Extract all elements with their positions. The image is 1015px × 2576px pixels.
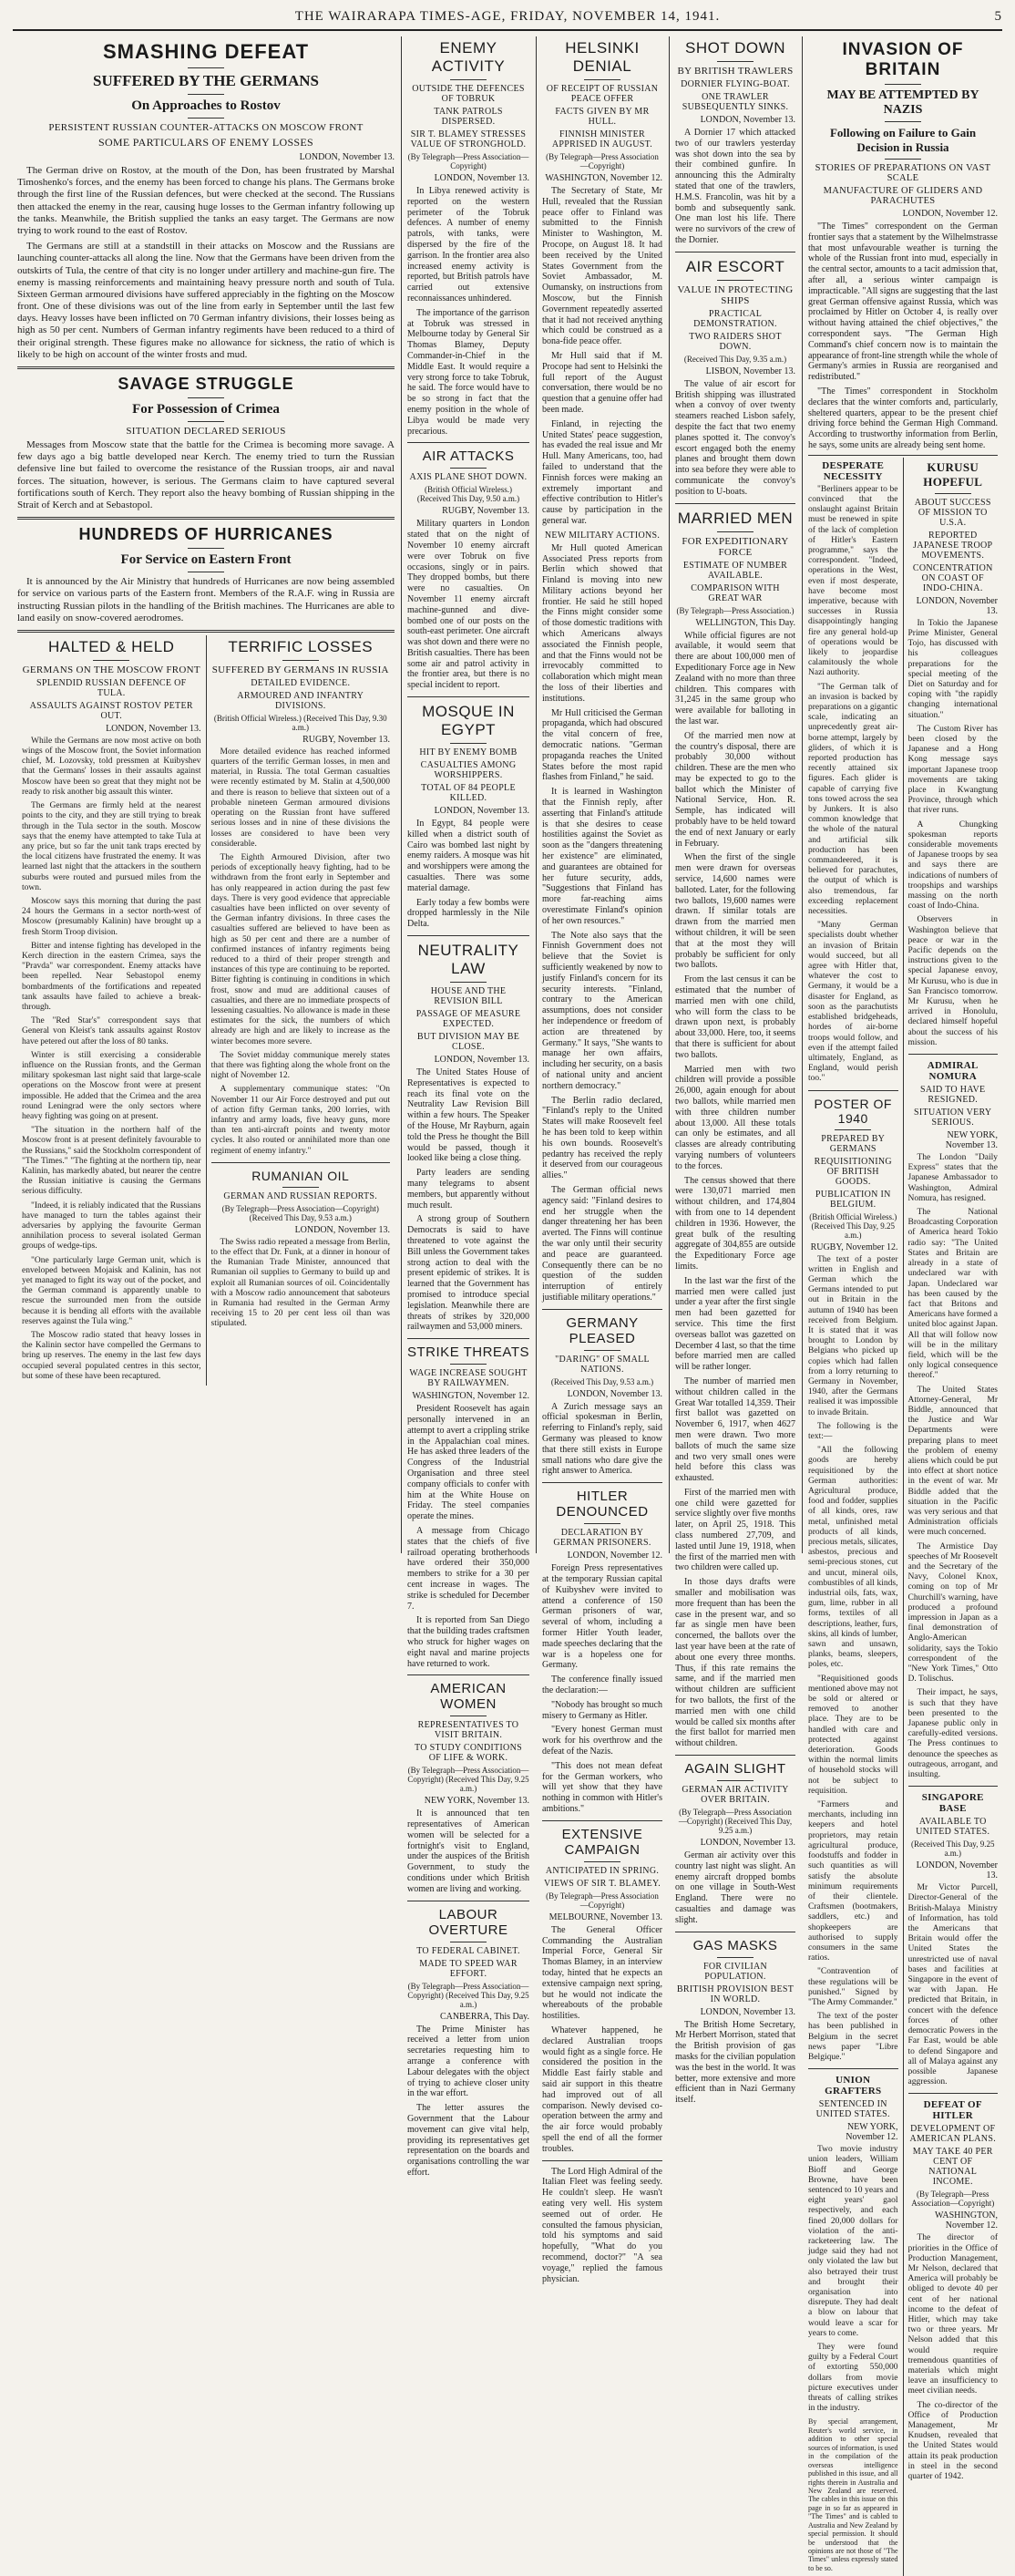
headline-labour-overture: LABOUR OVERTURE (428, 1906, 508, 1938)
paragraph: Mr Hull quoted American Associated Press reports from Berlin which showed that Finland is moving into new Military actions beyond her frontier. He said he still hoped the Finns might consider some of those domestic traditions with which Americans always associated the Finnish people, and that the Finns would not be irrevocably committed to collaboration which might mean the loss of their liberties and institutions. (542, 542, 662, 704)
paragraph: Their impact, he says, is such that they have been presented to the Japanese public only in carefully-edited versions. The Press continues to denounce the speeches as outrageous, arrogant, and insulting. (907, 1688, 998, 1780)
headline-union-grafters: UNION GRAFTERS (825, 2075, 882, 2097)
subhead: HIT BY ENEMY BOMB (419, 747, 518, 758)
subhead: HOUSE AND THE REVISION BILL (430, 986, 507, 1007)
source-line: (Received This Day, 9.35 a.m.) (683, 354, 787, 364)
column-1 (13, 36, 399, 1553)
paragraph: It is reported from San Diego that the building trades craftsmen who struck for higher wages on eight naval and marine projects have returned to work. (407, 1615, 529, 1669)
paragraph: The number of married men without children called in the Great War totalled 14,359. Their first ballot was gazetted on November 6, 1917, when 4627 men were drawn. Two more ballots of much the same size and two very small ones were held before this class was exhausted. (675, 1376, 795, 1484)
subhead: For Service on Eastern Front (120, 552, 292, 568)
headline-american-women: AMERICAN WOMEN (430, 1681, 507, 1713)
subhead: PUBLICATION IN BELGIUM. (815, 1189, 891, 1210)
source-line: (British Official Wireless.) (Received This Day, 9.25 a.m.) (809, 1211, 897, 1240)
article-desperate-necessity (804, 458, 903, 2576)
footnote: By special arrangement, Reuter's world service, in addition to other special sources of information, is used in the compilation of the overseas intelligence published in this issue, and all rights therein in Australia and New Zealand are reserved. The cables in this issue on this page in so far as appeared in "The Times" and is cabled to Australia and New Zealand by special permission. It should be understood that the opinions are not those of "The Times" unless expressly stated to be so. (808, 2417, 898, 2572)
subhead: TOTAL OF 84 PEOPLE KILLED. (421, 783, 516, 804)
headline-savage-struggle: SAVAGE STRUGGLE (118, 375, 294, 393)
paragraph: In those days drafts were smaller and mobilisation was more frequent than has been the case in the present war, and so far as single men have been concerned, the ballots over the last year have been at the rate of about one every three months. Thus, if this rate remains the same, and if the married men without children are sufficient for two ballots, the first of the married men with one child would be called six months after the first ballot for married men without children. (675, 1577, 795, 1749)
paragraph: "Many German specialists doubt whether an invasion of Britain would succeed, but all agree with Hitler that, whatever the cost to Germany, it would be a disaster for England, as soon as the parachutists established bridgeheads, hordes of air-borne troops would follow, and even if the attempt failed ultimately, England, as England, would perish too." (808, 921, 898, 1084)
subhead: SUFFERED BY GERMANS IN RUSSIA (211, 664, 389, 675)
source-line: (Received This Day, 9.53 a.m.) (550, 1376, 654, 1386)
paragraph: "The Times" correspondent in Stockholm declares that the winter comforts and, particularly, sheltered quarters, appear to be the present chief driving force behind the German High Command. According to trustworthy information from Berlin, he says, some units are already being sent home. (808, 386, 998, 450)
subhead: SIR T. BLAMEY STRESSES VALUE OF STRONGHOLD. (410, 129, 527, 149)
paragraph: The "Red Star's" correspondent says that General von Kleist's tank assaults against Rostov have petered out after the loss of 80 tanks. (22, 1016, 201, 1046)
subhead: PASSAGE OF MEASURE EXPECTED. (415, 1009, 521, 1030)
headline-extensive-campaign: EXTENSIVE CAMPAIGN (561, 1826, 643, 1858)
dateline: LONDON, November 13. (106, 723, 201, 734)
paragraph: The General Officer Commanding the Australian Imperial Force, General Sir Thomas Blamey, in an interview today, hinted that he expects an extensive campaign next spring, but he would not indicate the whereabouts of the probable hostilities. (542, 1924, 662, 2022)
paragraph: Party leaders are sending many telegrams to absent members, but apparently without much result. (407, 1168, 529, 1211)
headline-admiral-nomura: ADMIRAL NOMURA (927, 1060, 979, 1083)
subhead: PERSISTENT RUSSIAN COUNTER-ATTACKS ON MOSCOW FRONT (48, 122, 364, 133)
dateline: RUGBY, November 12. (810, 1242, 898, 1252)
dateline: LISBON, November 13. (705, 366, 795, 376)
headline-strike-threats: STRIKE THREATS (407, 1345, 529, 1361)
source-line: (By Telegraph—Press Association—Copyright) (407, 152, 529, 170)
paragraph: The Germans are firmly held at the nearest points to the city, and they are still trying to break through in the Tula sector in the south. Moscow says that the enemy have attempted to take Tula at any price, but so far the unit tank traps erected by the local citizens have frustrated the enemy. It was learned last night that the attackers in the southern suburbs were routed and pursued miles from the town. (22, 801, 201, 892)
paragraph: First of the married men with one child were gazetted for service slightly over five months later, on April 25, 1918. This class numbered 27,709, and lasted until June 19, 1918, when the first of the married men with two children were called up. (675, 1487, 795, 1573)
column-4 (671, 36, 800, 2106)
paragraph: The Soviet midday communique merely states that there was fighting along the whole front on the night of November 12. (210, 1050, 390, 1081)
headline-rumanian-oil: RUMANIAN OIL (251, 1168, 350, 1183)
source-line: (British Official Wireless.) (Received This Day, 9.50 a.m.) (416, 485, 520, 504)
paragraph: The United States Attorney-General, Mr Biddle, announced that the Justice and War Departments were preparing plans to meet the problem of enemy aliens which could be put into effect at short notice in the event of war. Mr Biddle added that the situation in the Pacific was very serious and that Administration officials were much concerned. (907, 1385, 998, 1538)
subhead: TO FEDERAL CABINET. (416, 1945, 520, 1956)
subhead: ESTIMATE OF NUMBER AVAILABLE. (682, 560, 788, 581)
paragraph: The Armistice Day speeches of Mr Roosevelt and the Secretary of the Navy, Colonel Knox, coming on top of Mr Churchill's warning, have produced a profound impression in Japan as a final demonstration of Anglo-American solidarity, says the Tokio correspondent of the "New York Times," Otto D. Tolischus. (907, 1541, 998, 1685)
subhead: SITUATION VERY SERIOUS. (914, 1108, 992, 1128)
subhead: PRACTICAL DEMONSTRATION. (693, 308, 777, 329)
paragraph: "Farmers and merchants, including inn keepers and hotel proprietors, may retain agricultural produce, foodstuffs and fodder in such quantities as will satisfy the absolute minimum requirements of their clientele. Craftsmen (bootmakers, saddlers, etc.) and shopkeepers are authorised to supply consumers in the same ratios. (808, 1800, 898, 1963)
headline-germany-pleased: GERMANY PLEASED (566, 1314, 639, 1346)
subhead: REPORTED JAPANESE TROOP MOVEMENTS. (913, 530, 993, 561)
subhead: MAY BE ATTEMPTED BY NAZIS (826, 88, 979, 117)
paragraph: "This does not mean defeat for the German workers, who will yet show that they have nothing in common with Hitler's ambitions." (542, 1760, 662, 1814)
subhead: DEVELOPMENT OF AMERICAN PLANS. (909, 2124, 996, 2145)
subhead: COMPARISON WITH GREAT WAR (691, 582, 780, 603)
paragraph: Mr Victor Purcell, Director-General of the British-Malaya Ministry of Information, has told the Americans that Britain would offer the United States the unrestricted use of naval bases and facilities at Singapore in the event of war with Japan. He predicted that Britain, in concert with the defence forces of other democratic Powers in the Far East, would be able to defend Singapore and all of Malaya against any possible Japanese aggression. (907, 1883, 998, 2087)
paragraph: A supplementary communique states: "On November 11 our Air Force destroyed and put out of action fifty German tanks, 200 lorries, with infantry and army loads, five heavy guns, more than ten anti-aircraft points and twenty motor cycles. It also routed or annihilated more than one regiment of enemy infantry." (210, 1085, 390, 1156)
subhead: DORNIER FLYING-BOAT. (681, 79, 790, 89)
source-line: (Received This Day, 9.25 a.m.) (911, 1839, 995, 1859)
headline-mosque-egypt: MOSQUE IN EGYPT (422, 703, 515, 739)
subhead: TWO RAIDERS SHOT DOWN. (689, 331, 782, 352)
dateline: LONDON, November 13. (916, 1860, 998, 1881)
paragraph: "Nobody has brought so much misery to Germany as Hitler. (542, 1699, 662, 1721)
subhead: GERMAN AND RUSSIAN REPORTS. (223, 1190, 378, 1201)
subhead: REQUISITIONING OF BRITISH GOODS. (814, 1156, 892, 1187)
subhead: AVAILABLE TO UNITED STATES. (916, 1817, 990, 1838)
paragraph: Of the married men now at the country's disposal, there are probably 30,000 without children. These are the men who may be expected to go to the ballot which the Minister of National Service, Hon. R. Semple, has indicated will probably have to be held toward the end of next January or early in February. (675, 730, 795, 849)
paragraph: The text of a poster written in English and German which the Germans intended to put out in Britain in the autumn of 1940 has been received from Belgium. It is stated that it was brought to London by Belgians who picked up copies which had fallen from a lorry returning to Germany in November, 1940, after the Germans realised it was impossible to invade Britain. (808, 1254, 898, 1417)
subhead: ONE TRAWLER SUBSEQUENTLY SINKS. (682, 92, 789, 112)
paragraph: Messages from Moscow state that the battle for the Crimea is becoming more savage. A few days ago a big battle developed near Kerch. The enemy tried to turn the Russian defensive line but failed to overcome the resistance of the Russian troops, air and naval forces. The situation, however, is serious. The Germans claim to have captured several fortifications south of Kerch. They report also the heavy bombing of Russian shipping in the Strait of Kerch and at Sebastopol. (17, 439, 395, 510)
paragraph: The Germans are still at a standstill in their attacks on Moscow and the Russians are launching counter-attacks all along the line. Now that the Germans have been driven from the outskirts of Tula, the centre of that city is no longer under artillery and machine-gun fire. The enemy is massing reinforcements and maintaining heavy pressure north and south of Tula. Sixteen German armoured divisions have suffered appreciably in the fighting on the Moscow front. One of these divisions was out of the line from early in September until the last few days. Heavy losses have been inflicted on 70 German infantry divisions, their losses being as high as 50 per cent. Numbers of German infantry regiments have been reduced to a third of their original strength. These figures make no allowance for sickness, the ratio of which is likely to be high on account of the winter frosts and mud. (17, 241, 395, 360)
subhead: AXIS PLANE SHOT DOWN. (409, 472, 528, 483)
subhead: SPLENDID RUSSIAN DEFENCE OF TULA. (36, 677, 187, 698)
subhead: CONCENTRATION ON COAST OF INDO-CHINA. (912, 562, 993, 593)
article-halted-held (17, 635, 206, 1386)
subhead: FOR EXPEDITIONARY FORCE (682, 535, 789, 558)
dateline: LONDON, November 13. (700, 1838, 795, 1849)
paragraph: The following is the text:— (808, 1421, 898, 1441)
headline-hitler-denounced: HITLER DENOUNCED (556, 1489, 649, 1520)
subhead: ANTICIPATED IN SPRING. (545, 1865, 660, 1876)
paragraph: When the first of the single men were drawn for overseas service, 14,600 names were balloted. Later, for the following two ballots, 19,600 names were drawn. If similar totals are drawn from the married men without children, it will be seen that at the most they will probably be sufficient for only two ballots. (675, 852, 795, 971)
subhead: FOR CIVILIAN POPULATION. (703, 1961, 767, 1982)
headline-air-attacks: AIR ATTACKS (422, 448, 515, 465)
paragraph: "Requisitioned goods mentioned above may not be sold or altered or removed to another place. They are to be handled with care and protected against deterioration. Goods within the normal limits of household stocks will not be subject to requisition. (808, 1674, 898, 1796)
paragraph: "The German talk of an invasion is backed by preparations on a gigantic scale, indicating an unprecedently great air-borne attempt, largely by gliders, of which it is reported production has recently attained six figures. Each glider is capable of carrying five tons towed across the sea by Junkers. It is also common knowledge that the whole of the natural and artificial silk production has been commandeered, it is believed for parachutes, the output of which is also tremendous, far exceeding replacement necessities. (808, 682, 898, 917)
paragraph: Early today a few bombs were dropped harmlessly in the Nile Delta. (407, 897, 529, 930)
subhead: NEW MILITARY ACTIONS. (544, 530, 661, 541)
dateline: LONDON, November 13. (299, 152, 395, 162)
dateline: NEW YORK, November 13. (424, 1796, 529, 1807)
dateline: RUGBY, November 13. (442, 506, 529, 517)
headline-halted-held: HALTED & HELD (48, 637, 175, 655)
paragraph: "Indeed, it is reliably indicated that the Russians have managed to turn the tables against their adversaries by applying the favourite German annihilation process to several isolated German groups of wedge-tips. (22, 1200, 201, 1252)
dateline: LONDON, November 13. (700, 2006, 795, 2017)
headline-gas-masks: GAS MASKS (692, 1937, 778, 1953)
headline-kurusu-hopeful: KURUSU HOPEFUL (923, 459, 983, 489)
paragraph: Finland, in rejecting the United States' peace suggestion, has evaded the real issue and Mr Hull. Many Americans, too, had failed to understand that the Finnish forces were making an extremely important and effective contribution to Hitler's cause by participation in the general war. (542, 418, 662, 526)
paragraph: "The situation in the northern half of the Moscow front is at present definitely favourable to the Russians," said the Stockholm correspondent of "The Times." "The fighting at the northern tip, near Kalinin, has markedly abated, but nearer the centre the Russian initiative is causing the Germans serious difficulty. (22, 1126, 201, 1197)
dateline: WELLINGTON, This Day. (695, 617, 795, 628)
paragraph: The Secretary of State, Mr Hull, revealed that the Russian peace offer to Finland was submitted to the Finnish Minister to Washington, M. Procope, on August 18. It had been received by the United States Government from the Soviet Ambassador, M. Oumansky, on instructions from Moscow, but the Finnish Government repeatedly asserted that it had not received anything which could be construed as a bona-fide peace offer. (542, 186, 662, 347)
paragraph: The value of air escort for British shipping was illustrated when a convoy of over twenty steamers reached Lisbon safely, despite the fact that two enemy planes spotted it. The convoy's escort engaged both the enemy planes and brought them down into sea before they were able to communicate the convoy's position to U-boats. (675, 378, 795, 497)
paragraph: A strong group of Southern Democrats is said to have threatened to vote against the Bill unless the Government takes strong action to deal with the present epidemic of strikes. It is learned that the Government has promised to introduce special legislation. Meanwhile there are threats of strikes by 320,000 railwaymen and 53,000 miners. (407, 1214, 529, 1333)
source-line: (By Telegraph—Press Association—Copyright) (546, 1891, 659, 1910)
paragraph: Observers in Washington believe that peace or war in the Pacific depends on the instructions given to the special Japanese envoy, Mr Kurusu, who is due in San Francisco tomorrow. Mr Kurusu, when he arrived in Honolulu, declared himself hopeful about the success of his mission. (907, 915, 998, 1047)
paragraph: While the Germans are now most active on both wings of the Moscow front, the Soviet information chief, M. Lozovsky, told pressmen at Kuibyshev that the Germans' losses in their assaults against Moscow have been so great that they might not be ready to risk another big assault this winter. (22, 736, 201, 797)
subhead: DETAILED EVIDENCE. (251, 677, 351, 688)
column-2 (403, 36, 534, 2179)
paragraph: The United States House of Representatives is expected to reach its final vote on the Neutrality Law Revision Bill within a few hours. The Speaker of the House, Mr Rayburn, again told the Press he thought the Bill would be passed, though it looked like being a close thing. (407, 1067, 529, 1164)
paragraph: "The Times" correspondent on the German frontier says that a statement by the Wilhelmstrasse that most unfavourable weather is turning the whole of the Russian front into mud, especially in the central sector, amounts to a tacit admission that, after all, a serious winter campaign is impracticable. "All signs are suggesting that the last great German offensive against Russia, which was proclaimed by Hitler on October 4, is really over without having attained the chief objectives," the correspondent says. "The German High Command's chief concern now is to maintain the appearance of front-line strength while the whole of Germany's armies in Russia are reorganised and redistributed." (808, 222, 998, 383)
dateline: LONDON, November 13. (700, 115, 795, 125)
article-terrific-losses (206, 635, 395, 1386)
dateline: LONDON, November 13. (434, 173, 529, 183)
subhead: VALUE IN PROTECTING SHIPS (677, 283, 794, 306)
headline-air-escort: AIR ESCORT (685, 257, 785, 275)
dateline: NEW YORK, November 12. (846, 2122, 898, 2143)
paragraph: The National Broadcasting Corporation of America heard Tokio radio say: "The United States and Britain are already in a state of undeclared war with Japan. Undeclared war has been caused by the fact that Britons and Americans have formed a united bloc against Japan. All that will follow now will be in the military field, which will be the only logical consequence thereof." (907, 1208, 998, 1381)
paragraph: Mr Hull said that if M. Procope had sent to Helsinki the full report of the August conversation, there would be no question that a genuine offer had been made. (542, 350, 662, 415)
headline-again-slight: AGAIN SLIGHT (684, 1761, 786, 1777)
masthead-title: THE WAIRARAPA TIMES-AGE, FRIDAY, NOVEMBER 14, 1941. (294, 9, 721, 24)
dateline: LONDON, November 13. (434, 806, 529, 817)
subhead: REPRESENTATIVES TO VISIT BRITAIN. (417, 1720, 519, 1741)
paragraph: They were found guilty by a Federal Court of extorting 550,000 dollars from movie picture executives under threats of calling strikes in the industry. (808, 2343, 898, 2414)
dateline: LONDON, November 13. (294, 1224, 390, 1235)
paragraph: From the last census it can be estimated that the number of married men with one child, who will form the class to be drawn upon next, is probably about 33,000. Here, too, it seems that there is sufficient for about two ballots. (675, 974, 795, 1060)
paragraph: The Custom River has been closed by the Japanese and a Hong Kong message says important Japanese troop movements are taking place in Kwangtung Province, through which that river runs. (907, 724, 998, 816)
headline-enemy-activity: ENEMY ACTIVITY (431, 39, 506, 75)
subhead: Following on Failure to Gain Decision in Russia (829, 126, 977, 154)
source-line: (By Telegraph—Press Association—Copyright) (Received This Day, 9.25 a.m.) (407, 1981, 529, 2009)
paragraph: In the last war the first of the married men were called just under a year after the first single men had been gazetted for service. This time the first overseas ballot was gazetted on December 4 last, so that the time before married men are called will be rather longer. (675, 1275, 795, 1373)
subhead: SOME PARTICULARS OF ENEMY LOSSES (97, 136, 314, 149)
paragraph: "Berliners appear to be convinced that the onslaught against Britain must be renewed in spite of the lack of completion of Hitler's Eastern programme," says the correspondent. "Indeed, operations in the West, even if most desperate, have become most imperative, because with successes in Russia disappointingly hanging fire any general hold-up of operations would be likely to jeopardise calamitously the whole Nazi authority. (808, 484, 898, 678)
headline-poster-1940: POSTER OF 1940 (814, 1096, 892, 1126)
subhead: BY BRITISH TRAWLERS (677, 66, 794, 77)
page-number: 5 (994, 9, 1002, 24)
dateline: WASHINGTON, November 12. (545, 173, 662, 183)
paragraph: It is learned in Washington that the Finnish reply, after asserting that Finland's attitude is that she desires to cease hostilities against the Soviet as soon as the "dangers threatening her existence" are eliminated, and guarantees are obtained for her future security, adds, "Suggestions that Finland has more far-reaching aims overestimate Finland's opinion of her own resources." (542, 787, 662, 926)
headline-neutrality-law: NEUTRALITY LAW (417, 942, 519, 978)
subhead: TANK PATROLS DISPERSED. (434, 107, 503, 127)
paragraph: Foreign Press representatives at the temporary Russian capital of Kuibyshev were invited to attend a conference of 150 German prisoners of war, several of whom, including a former Hitler Youth leader, made speeches declaring that the war is a hopeless one for Germany. (542, 1563, 662, 1671)
subhead: FACTS GIVEN BY MR HULL. (555, 107, 650, 127)
subhead: MANUFACTURE OF GLIDERS AND PARACHUTES (823, 186, 983, 206)
headline-singapore-base: SINGAPORE BASE (921, 1792, 984, 1815)
dateline: WASHINGTON, November 12. (412, 1391, 529, 1402)
paragraph: The Berlin radio declared, "Finland's reply to the United States will make Roosevelt feel he has been told to keep within his own bounds. Roosevelt's pedantry has received the reply it deserved from our courageous allies." (542, 1095, 662, 1181)
paragraph: A message from Chicago states that the chiefs of five railroad operating brotherhoods have ordered their 350,000 members to strike for a 30 per cent increase in wages. The strike is scheduled for December 7. (407, 1525, 529, 1612)
subhead: SITUATION DECLARED SERIOUS (126, 426, 286, 437)
headline-smashing-defeat: SMASHING DEFEAT (102, 40, 310, 63)
paragraph: Married men with two children will provide a possible 26,000, again enough for about two ballots, while married men with three children number about 13,000. All these totals can only be estimates, and all classes are already contributing varying numbers of volunteers to the forces. (675, 1064, 795, 1171)
subhead: "DARING" OF SMALL NATIONS. (555, 1354, 650, 1375)
subhead: OF RECEIPT OF RUSSIAN PEACE OFFER (546, 84, 659, 104)
subhead: GERMANS ON THE MOSCOW FRONT (22, 664, 200, 675)
paragraph: The Eighth Armoured Division, after two periods of exceptionally heavy fighting, had to be withdrawn from the front early in September and has only reappeared in action during the past few days. There is very good evidence that appreciable casualties have been inflicted on over seventy of the German infantry divisions. In three cases the casualties suffered are believed to have been as high as 50 per cent and there are a number of confirmed instances of infantry regiments being reduced to a third of their proper strength and instances of this type are continuing to be reported. Bitter fighting is continuing in conditions in which frost, snow and mud are additional causes of casualties, and there are no immediate prospects of lessening casualties. No allowance is made in these estimates for the sick, the numbers of which already are high and are likely to increase as the winter becomes more severe. (210, 852, 390, 1046)
dateline: MELBOURNE, November 13. (549, 1911, 662, 1922)
paragraph: The co-director of the Office of Production Management, Mr Knudsen, revealed that the United States would attain its peak production in steel in the second quarter of 1942. (907, 2400, 998, 2481)
subhead: STORIES OF PREPARATIONS ON VAST SCALE (815, 163, 991, 183)
paragraph: The census showed that there were 130,071 married men without children, and 174,804 with from one to 14 dependent children in 1936. However, the great bulk of the resulting aggregate of 304,855 are outside the Expeditionary Force age limits. (675, 1175, 795, 1272)
dateline: RUGBY, November 13. (302, 734, 390, 745)
headline-hurricanes: HUNDREDS OF HURRICANES (78, 525, 333, 544)
paragraph: Bitter and intense fighting has developed in the Kerch direction in the eastern Crimea, says the "Pravda" war correspondent. Enemy attacks have been repelled. Near Sebastopol enemy bombardments of the fortifications and repeated tank assaults have failed to achieve a break-through. (22, 941, 201, 1012)
article-kurusu-hopeful (903, 458, 1003, 2576)
masthead (13, 0, 1002, 31)
subhead: BUT DIVISION MAY BE CLOSE. (416, 1032, 520, 1053)
headline-defeat-hitler: DEFEAT OF HITLER (923, 2099, 982, 2122)
paragraph: The British Home Secretary, Mr Herbert Morrison, stated that the British provision of gas masks for the civilian population was the best in the world. It was better, more extensive and more efficient than in Nazi Germany itself. (675, 2019, 795, 2106)
paragraph: It is announced that ten representatives of American women will be selected for a fortnight's visit to England, under the auspices of the British Government, to study the conditions under which British women are living and working. (407, 1808, 529, 1894)
dateline: LONDON, November 12. (902, 209, 998, 219)
headline-invasion-britain: INVASION OF BRITAIN (842, 40, 964, 79)
paragraph: The Lord High Admiral of the Italian Fleet was feeling seedy. He couldn't sleep. He wasn't eating very well. His system seemed out of order. He consulted the famous physician, told his symptoms and said hopefully, "What do you recommend, doctor?" "A sea voyage," replied the famous physician. (542, 2166, 662, 2284)
column-3 (538, 36, 667, 2284)
subhead: ARMOURED AND INFANTRY DIVISIONS. (237, 690, 364, 711)
paragraph: The German official news agency said: "Finland desires to end her struggle when the danger threatening her has been averted. The Finns will continue the war only until their security and peace are guaranteed. Consequently there can be no question of the sudden interruption of entirely justifiable military operations." (542, 1184, 662, 1303)
paragraph: While official figures are not available, it would seem that there are about 100,000 men of Expeditionary Force age in New Zealand with no more than three children. This compares with 31,245 in the same group who were available for balloting in the last war. (675, 630, 795, 726)
paragraph: The Swiss radio repeated a message from Berlin, to the effect that Dr. Funk, at a dinner in honour of the Rumanian Trade Minister, announced that Rumanian oil supplies to Germany to build up and exploit all Rumanian sources of oil. Coincidentally with a Moscow radio announcement that saboteurs in Rumania had resulted in the German Army receiving 15 to 20 per cent less oil than was stipulated. (210, 1237, 390, 1329)
subhead: MADE TO SPEED WAR EFFORT. (419, 1958, 518, 1979)
paragraph: In Libya renewed activity is reported on the western perimeter of the Tobruk defences. A number of enemy patrols, with tanks, were dispersed by the fire of the garrison. In the frontier area also increased enemy activity is reported, but British patrols have carried out extensive reconnaissances unhindered. (407, 186, 529, 304)
dateline: LONDON, November 13. (567, 1388, 662, 1399)
dateline: WASHINGTON, November 12. (935, 2210, 998, 2231)
paragraph: The director of priorities in the Office of Production Management, Mr Nelson, declared that America will probably be obliged to devote 40 per cent of her national income to the defeat of Hitler, which may take two or three years. Mr Nelson added that this would require tremendous quantities of materials which might leave an insufficiency to meet civilian needs. (907, 2233, 998, 2396)
source-line: (British Official Wireless.) (Received This Day, 9.30 a.m.) (213, 713, 387, 732)
paragraph: Two movie industry union leaders, William Bioff and George Browne, have been sentenced to 10 years and eight years' gaol respectively, and each fined 20,000 dollars for violation of the anti-racketeering law. The judge said they had not only violated the law but also betrayed their trust and brought their organisation into disrepute. They had dealt a blow on labour that would leave a scar for years to come. (808, 2145, 898, 2338)
subhead: BRITISH PROVISION BEST IN WORLD. (676, 1984, 795, 2004)
paragraph: "Contravention of these regulations will be punished." Signed by "The Army Commander." (808, 1967, 898, 2007)
source-line: (By Telegraph—Press Association—Copyright) (546, 152, 659, 170)
paragraph: Winter is still exercising a considerable influence on the Russian fronts, and the German military spokesman last night said that large-scale operations on the Moscow front were at present impossible. He added that the Crimea and the area round Leningrad were the only sectors where heavy fighting was going on at present. (22, 1050, 201, 1121)
subhead: DESPERATE NECESSITY (822, 459, 885, 482)
paragraph: The text of the poster has been published in Belgium in the secret news paper "Libre Belgique." (808, 2012, 898, 2062)
paragraph: The Moscow radio stated that heavy losses in the Kalinin sector have compelled the Germans to bring up reserves. The enemy in the last few days occupied several populated centres in this sector, but some of these have been recaptured. (22, 1331, 201, 1381)
headline-shot-down: SHOT DOWN (685, 39, 785, 57)
dateline: CANBERRA, This Day. (439, 2011, 529, 2022)
paragraph: The conference finally issued the declaration:— (542, 1674, 662, 1696)
subhead: WAGE INCREASE SOUGHT BY RAILWAYMEN. (409, 1368, 528, 1389)
subhead: SENTENCED IN UNITED STATES. (815, 2099, 890, 2120)
paragraph: A Chungking spokesman reports considerable movements of Japanese troops by sea and says there are indications of numbers of troopships and warships massing on the north coast of Indo-China. (907, 819, 998, 912)
paragraph: A Zurich message says an official spokesman in Berlin, referring to Finland's reply, said Germany was pleased to know that there still exists in Europe small nations who dare give the right answer to America. (542, 1401, 662, 1477)
column-5 (804, 36, 1002, 2572)
subhead: TO STUDY CONDITIONS OF LIFE & WORK. (415, 1743, 522, 1764)
paragraph: The Note also says that the Finnish Government does not believe that the Soviet is sufficiently weakened by now to justify Finland's concern for its security interests. "Finland, contrary to the American assumptions, does not consider her independence or freedom of action are threatened by Germany." It says, "She wants to manage her own affairs, including her security, on a basis of national unity and ancient northern democracy." (542, 930, 662, 1091)
source-line: (By Telegraph—Press Association—Copyright) (Received This Day, 9.25 a.m.) (407, 1766, 529, 1794)
paragraph: "Every honest German must work for his overthrow and the defeat of the Nazis. (542, 1725, 662, 1757)
paragraph: The London "Daily Express" states that the Japanese Ambassador to Washington, Admiral Nomura, has resigned. (907, 1153, 998, 1203)
subhead: DECLARATION BY GERMAN PRISONERS. (553, 1528, 651, 1549)
paragraph: "All the following goods are hereby requisitioned by the German authorities: Agricultural produce, food and fodder, supplies of all kinds, ores, raw metal, unfinished metal products of all kinds, precious metals, silicates, asbestos, precious and semi-precious stones, cut and uncut, mineral oils, combustibles of all kinds, industrial oils, fats, wax, gum, lime, rubber in all forms, textiles of all descriptions, leather, furs, skins, all kinds of lumber, sawn and unsawn, planks, beams, sleepers, poles, etc. (808, 1446, 898, 1670)
headline-married-men: MARRIED MEN (677, 509, 794, 527)
paragraph: Moscow says this morning that during the past 24 hours the Germans in a sector north-west of Moscow (presumably Kalinin) have brought up a fresh Storm Troop division. (22, 896, 201, 937)
subhead: ABOUT SUCCESS OF MISSION TO U.S.A. (914, 497, 991, 528)
subhead: OUTSIDE THE DEFENCES OF TOBRUK (412, 84, 525, 104)
dateline: LONDON, November 12. (567, 1551, 662, 1561)
subhead-suffered: SUFFERED BY THE GERMANS (93, 72, 319, 89)
subhead: VIEWS OF SIR T. BLAMEY. (543, 1878, 661, 1889)
paragraph: Military quarters in London stated that on the night of November 10 enemy aircraft were over Tobruk on five occasions, singly or in pairs. They dropped bombs, but there were no casualties. On November 11 enemy aircraft machine-gunned and dive-bombed one of our posts on the south-east perimeter. One aircraft was shot down and there were no British casualties. There has been some air and patrol activity in the frontier area, but there is no special incident to report. (407, 519, 529, 691)
paragraph: "One particularly large German unit, which is enveloped between Mojaisk and Kalinin, has not yet managed to fight its way out of the pocket, and the German command is apparently unable to rescue the surrounded men from the outside because it is bending all efforts with the available reserves against the Tula wing." (22, 1255, 201, 1326)
subhead: For Possession of Crimea (132, 402, 280, 417)
paragraph: It is announced by the Air Ministry that hundreds of Hurricanes are now being assembled for service on various parts of the Eastern front. Members of the R.A.F. wing in Russia are instructing Russian pilots in the handling of the British machines. The Hurricanes are able to land easily on snow-covered aerodromes. (17, 576, 395, 623)
paragraph: The letter assures the Government that the Labour movement can give vital help, providing its representatives get representation on the boards and organisations controlling the war effort. (407, 2103, 529, 2179)
paragraph: The Prime Minister has received a letter from union secretaries requesting him to arrange a conference with Labour delegates with the object of trying to achieve closer unity in the war effort. (407, 2024, 529, 2099)
paragraph: The importance of the garrison at Tobruk was stressed in Melbourne today by General Sir Thomas Blamey, Deputy Commander-in-Chief in the Middle East. It would require a very strong force to take Tobruk, he said. The force would have to be so strong in fact that the enemy position in the whole of Libya would be made very precarious. (407, 307, 529, 437)
source-line: (By Telegraph—Press Association—Copyright) (Received This Day, 9.53 a.m.) (221, 1203, 379, 1222)
paragraph: Mr Hull criticised the German propaganda, which had obscured the vital concern of free, democratic nations. "German propaganda reaches the United States before the most rapid flashes from Finland," he said. (542, 707, 662, 783)
paragraph: Whatever happened, he declared Australian troops would fight as a single force. He considered the position in the Middle East fairly stable and said air support in this theatre had improved out of all comparison. Newly devised co-operation between the army and the air force would probably spell the end of all the former troubles. (542, 2025, 662, 2154)
subhead: CASUALTIES AMONG WORSHIPPERS. (420, 760, 517, 781)
subhead: MAY TAKE 40 PER CENT OF NATIONAL INCOME. (912, 2147, 993, 2188)
paragraph: In Tokio the Japanese Prime Minister, General Tojo, has discussed with his colleagues preparations for the special meeting of the Diet on Saturday and for coping with "the rapidly changing international situation." (907, 618, 998, 720)
subhead: PREPARED BY GERMANS (821, 1133, 886, 1154)
paragraph: German air activity over this country last night was slight. An enemy aircraft dropped bombs on one village in South-West England. There were no casualties and damage was slight. (675, 1850, 795, 1925)
source-line: (By Telegraph—Press Association—Copyright) (911, 2190, 995, 2209)
paragraph: President Roosevelt has again personally intervened in an attempt to avert a crippling strike in the Appalachian coal mines. He has asked three leaders of the Congress of the Industrial Organisation and three steel company officials to confer with him at the White House on Friday. The steel companies operate the mines. (407, 1404, 529, 1522)
dateline: NEW YORK, November 13. (945, 1130, 998, 1151)
source-line: (By Telegraph—Press Association.) (676, 605, 795, 615)
subhead: ASSAULTS AGAINST ROSTOV PETER OUT. (29, 700, 193, 721)
headline-terrific-losses: TERRIFIC LOSSES (228, 637, 374, 655)
subhead: SAID TO HAVE RESIGNED. (920, 1085, 986, 1106)
dateline: LONDON, November 13. (434, 1055, 529, 1066)
paragraph: The German drive on Rostov, at the mouth of the Don, has been frustrated by Marshal Timoshenko's forces, and the enemy has been forced to change his plans. The Germans broke through the first line of the Russian defences, but were checked at the second. The Russians then attacked the enemy in the rear, causing huge losses to the German infantry following up the tanks. Meanwhile, the British supplied the tanks an easy target. The Germans are now trying to work round to the east of Rostov. (17, 165, 395, 236)
paragraph: In Egypt, 84 people were killed when a district south of Cairo was bombed last night by enemy raiders. A mosque was hit and worshippers were among the casualties. There was some material damage. (407, 819, 529, 893)
paragraph: A Dornier 17 which attacked two of our trawlers yesterday was shot down into the sea by their combined gunfire. In announcing this the Admiralty stated that one of the trawlers, H.M.S. Francolin, was hit by a bomb and subsequently sank. One man lost his life. There were no survivors of the crew of the Dornier. (675, 128, 795, 245)
dateline: LONDON, November 13. (916, 595, 998, 616)
subhead-rostov: On Approaches to Rostov (131, 98, 281, 113)
subhead: GERMAN AIR ACTIVITY OVER BRITAIN. (682, 1785, 789, 1806)
subhead: FINNISH MINISTER APPRISED IN AUGUST. (551, 129, 653, 149)
headline-helsinki-denial: HELSINKI DENIAL (565, 39, 640, 75)
paragraph: More detailed evidence has reached informed quarters of the terrific German losses, in men and material, in Russia. The total German casualties were recently estimated by M. Stalin at 4,500,000 and there is reason to believe that sixteen out of a probable nineteen German armoured divisions operating on the Russian front have suffered serious losses and in nine of these divisions the losses are considered to have been very considerable. (210, 747, 390, 849)
source-line: (By Telegraph—Press Association—Copyright) (Received This Day, 9.25 a.m.) (678, 1808, 793, 1836)
